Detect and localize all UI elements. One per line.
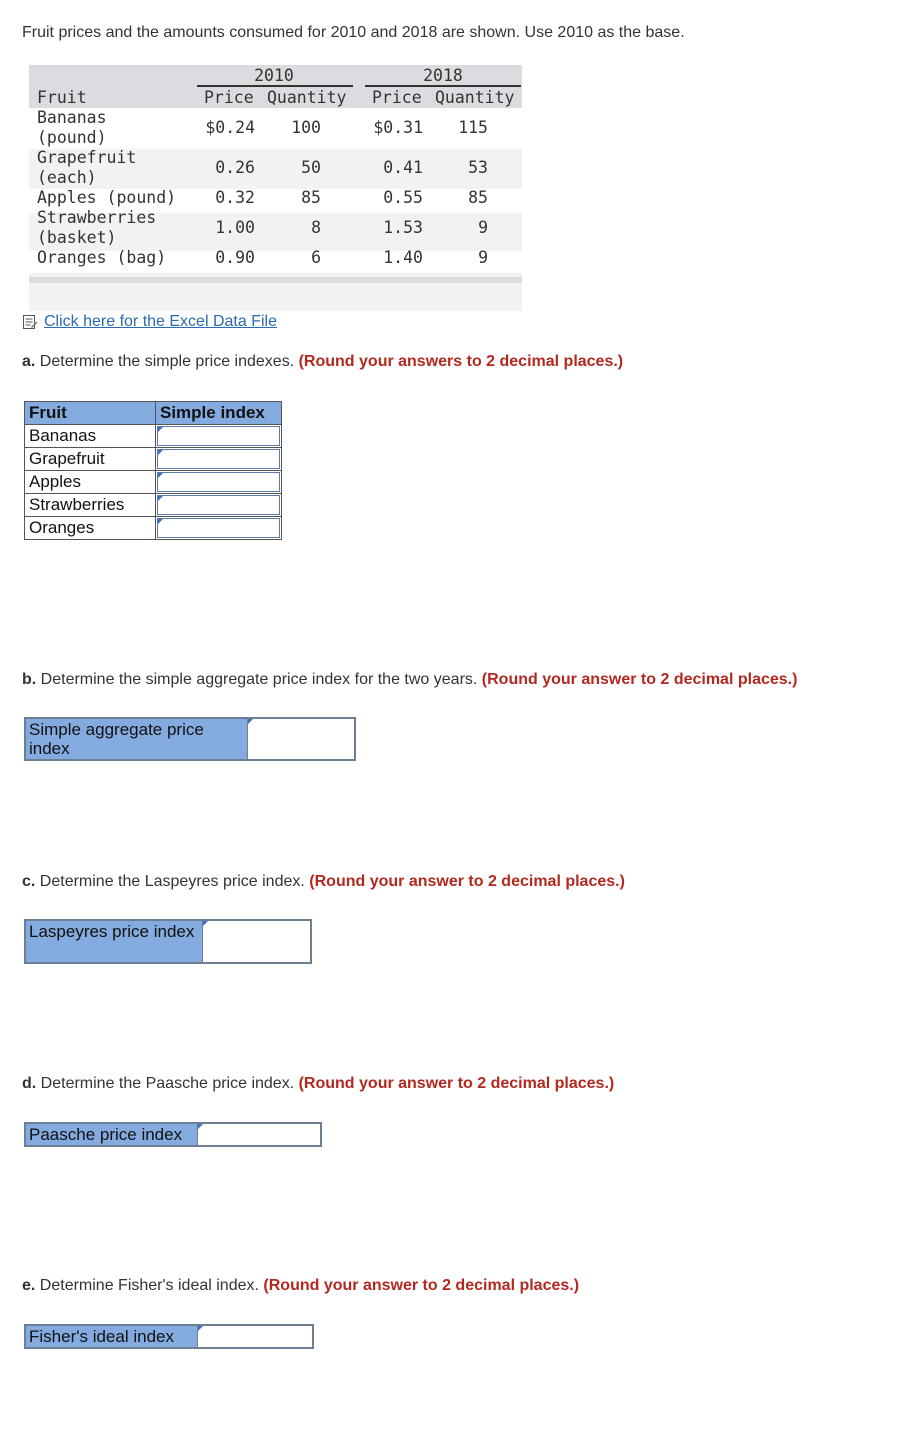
laspeyres-input[interactable] <box>203 921 310 962</box>
row-label: Oranges <box>25 517 156 540</box>
col-fruit: Fruit <box>37 88 87 107</box>
price-2018: 0.55 <box>383 188 423 207</box>
row-label: Grapefruit <box>25 448 156 471</box>
simple-index-input-grapefruit[interactable] <box>157 449 280 469</box>
year-header-2018: 2018 <box>423 66 463 85</box>
header-fruit: Fruit <box>25 402 156 425</box>
fruit-unit: (pound) <box>37 128 107 147</box>
fruit-name: Strawberries <box>37 208 157 227</box>
price-2018: 1.53 <box>383 218 423 237</box>
year-header-2010: 2010 <box>254 66 294 85</box>
fruit-data-table <box>29 65 522 283</box>
price-2010: $0.24 <box>205 118 255 137</box>
laspeyres-label: Laspeyres price index <box>26 921 203 962</box>
simple-aggregate-answer-box <box>24 717 356 761</box>
col-quantity-2010: Quantity <box>267 88 347 107</box>
price-2010: 1.00 <box>215 218 255 237</box>
question-b: b. Determine the simple aggregate price index for the two years. (Round your answer to 2 decimal places.) <box>22 671 798 688</box>
price-2018: 0.41 <box>383 158 423 177</box>
fisher-label: Fisher's ideal index <box>26 1326 198 1347</box>
quantity-2010: 50 <box>301 158 321 177</box>
simple-index-table <box>24 401 282 540</box>
quantity-2010: 85 <box>301 188 321 207</box>
fruit-name: Apples (pound) <box>37 188 177 207</box>
col-price-2010: Price <box>204 88 254 107</box>
price-2018: 1.40 <box>383 248 423 267</box>
problem-intro: Fruit prices and the amounts consumed for 2010 and 2018 are shown. Use 2010 as the base. <box>22 24 685 41</box>
fisher-answer-box <box>24 1324 314 1349</box>
fruit-unit: (each) <box>37 168 97 187</box>
fruit-name: Oranges (bag) <box>37 248 167 267</box>
simple-index-input-bananas[interactable] <box>157 426 280 446</box>
quantity-2010: 6 <box>311 248 321 267</box>
simple-index-input-strawberries[interactable] <box>157 495 280 515</box>
quantity-2018: 115 <box>458 118 488 137</box>
laspeyres-answer-box <box>24 919 312 964</box>
price-2018: $0.31 <box>373 118 423 137</box>
header-simple-index: Simple index <box>156 402 282 425</box>
quantity-2010: 100 <box>291 118 321 137</box>
col-quantity-2018: Quantity <box>435 88 515 107</box>
col-price-2018: Price <box>372 88 422 107</box>
paasche-label: Paasche price index <box>26 1124 198 1145</box>
spreadsheet-icon <box>22 314 38 330</box>
simple-index-input-apples[interactable] <box>157 472 280 492</box>
quantity-2018: 53 <box>468 158 488 177</box>
price-2010: 0.32 <box>215 188 255 207</box>
question-a: a. Determine the simple price indexes. (Round your answers to 2 decimal places.) <box>22 353 624 370</box>
fruit-unit: (basket) <box>37 228 117 247</box>
quantity-2018: 85 <box>468 188 488 207</box>
paasche-input[interactable] <box>198 1124 320 1145</box>
quantity-2010: 8 <box>311 218 321 237</box>
row-label: Strawberries <box>25 494 156 517</box>
simple-index-input-oranges[interactable] <box>157 518 280 538</box>
row-label: Apples <box>25 471 156 494</box>
fruit-name: Bananas <box>37 108 107 127</box>
quantity-2018: 9 <box>478 218 488 237</box>
fisher-input[interactable] <box>198 1326 312 1347</box>
quantity-2018: 9 <box>478 248 488 267</box>
excel-link-text[interactable]: Click here for the Excel Data File <box>44 313 277 330</box>
question-c: c. Determine the Laspeyres price index. (Round your answer to 2 decimal places.) <box>22 873 625 890</box>
fruit-name: Grapefruit <box>37 148 137 167</box>
question-e: e. Determine Fisher's ideal index. (Round your answer to 2 decimal places.) <box>22 1277 580 1294</box>
simple-aggregate-label: Simple aggregate price index <box>26 719 248 759</box>
simple-aggregate-input[interactable] <box>248 719 354 759</box>
question-d: d. Determine the Paasche price index. (Round your answer to 2 decimal places.) <box>22 1075 615 1092</box>
row-label: Bananas <box>25 425 156 448</box>
excel-data-link[interactable] <box>22 313 277 331</box>
price-2010: 0.90 <box>215 248 255 267</box>
price-2010: 0.26 <box>215 158 255 177</box>
paasche-answer-box <box>24 1122 322 1147</box>
